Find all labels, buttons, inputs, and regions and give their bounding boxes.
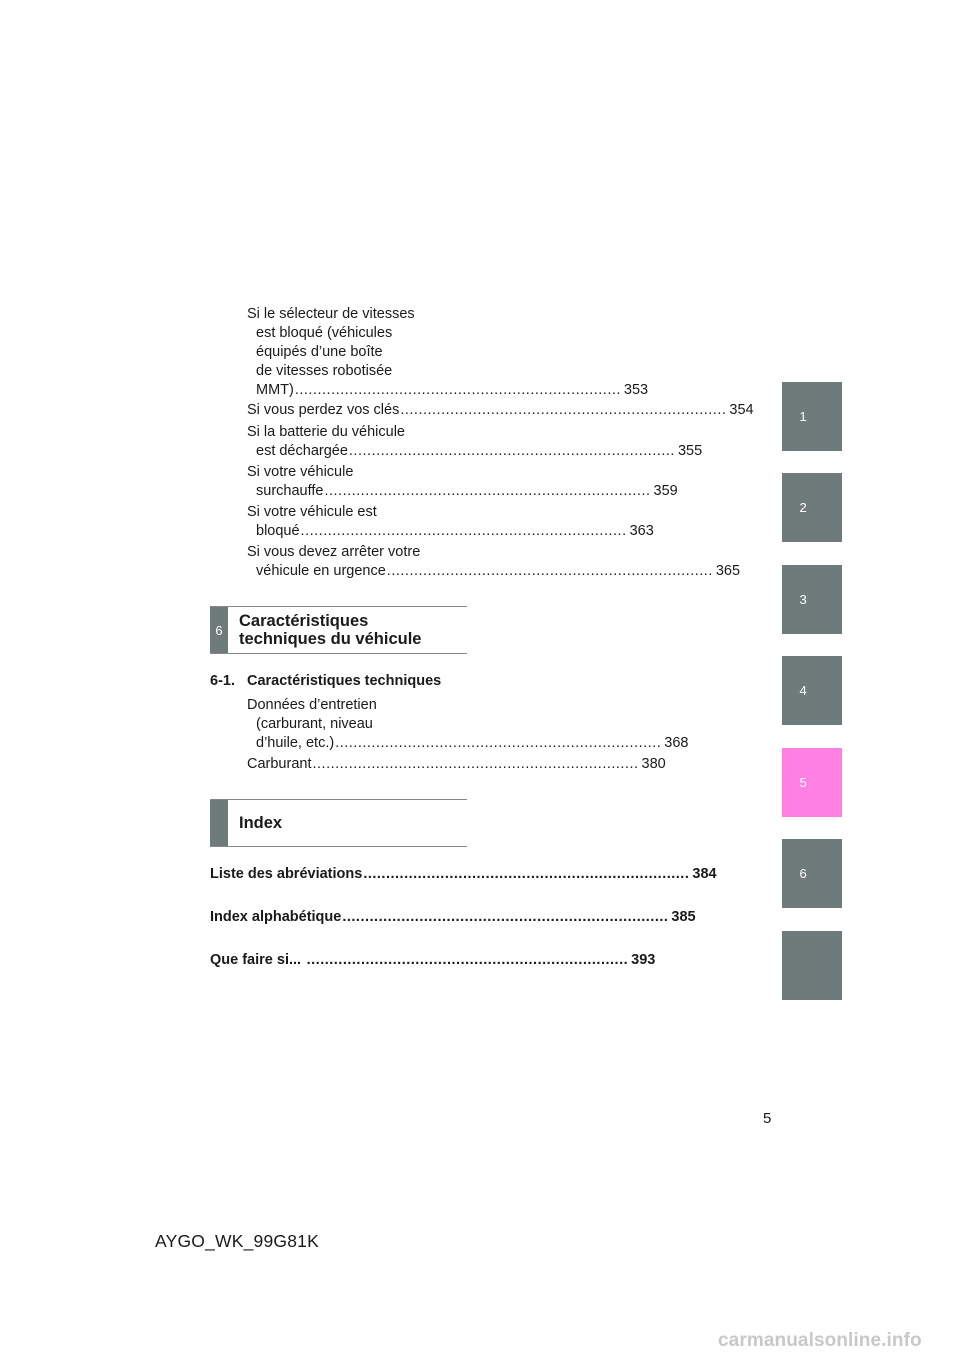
toc-entry	[247, 503, 654, 541]
section-title-line: Caractéristiques	[239, 612, 369, 630]
index-entry	[210, 866, 717, 882]
toc-entry-last-line	[247, 734, 689, 753]
toc-entry-last-line	[247, 381, 649, 400]
index-page-number: 393	[631, 952, 656, 968]
toc-entry-text: véhicule en urgence	[256, 563, 386, 579]
toc-entry-line: Si votre véhicule est	[247, 504, 377, 520]
chapter-tab-6[interactable]: 6	[782, 839, 842, 908]
toc-entry-text: d’huile, etc.)	[256, 735, 335, 751]
chapter-tab-1[interactable]: 1	[782, 382, 842, 451]
toc-page-number: 354	[729, 402, 754, 418]
toc-entry-text: bloqué	[256, 523, 300, 539]
toc-page-number: 353	[623, 382, 649, 398]
toc-entry-line: est bloqué (véhicules	[256, 325, 393, 341]
toc-entry-text: Si vous perdez vos clés	[247, 402, 400, 418]
chapter-tab-4[interactable]: 4	[782, 656, 842, 725]
document-code: AYGO_WK_99G81K	[155, 1231, 319, 1251]
dot-leader: ........................................................................	[348, 443, 675, 459]
chapter-tab-5[interactable]: 5	[782, 748, 842, 817]
toc-entry-text: surchauffe	[256, 483, 324, 499]
index-title: Index	[239, 814, 283, 832]
toc-entry-line: Si vous devez arrêter votre	[247, 544, 421, 560]
subsection-number: 6-1.	[210, 673, 235, 689]
section-header-6	[210, 606, 467, 654]
dot-leader: ........................................................................	[300, 523, 627, 539]
toc-entry	[247, 463, 678, 501]
toc-entry	[247, 696, 689, 753]
dot-leader: ........................................................................	[312, 756, 639, 772]
index-entry-text: Que faire si...	[210, 952, 302, 968]
dot-leader: ........................................................................	[335, 735, 662, 751]
toc-entry-text: Carburant	[247, 756, 312, 772]
toc-entry-last-line	[247, 482, 678, 501]
dot-leader: ........................................................................	[363, 866, 690, 882]
toc-entry-line: équipés d’une boîte	[256, 344, 383, 360]
toc-entry-last-line	[247, 401, 754, 420]
toc-page-number: 363	[629, 523, 654, 539]
section-title-line: techniques du véhicule	[239, 630, 422, 648]
dot-leader: ........................................................................	[386, 563, 713, 579]
toc-entry-line: Si votre véhicule	[247, 464, 354, 480]
page-number: 5	[763, 1110, 772, 1127]
chapter-tab-2[interactable]: 2	[782, 473, 842, 542]
toc-entry	[247, 543, 741, 581]
dot-leader: ........................................................................	[342, 909, 669, 925]
toc-entry	[247, 755, 666, 774]
index-entry-text: Liste des abréviations	[210, 866, 363, 882]
toc-entry-line: Si le sélecteur de vitesses	[247, 306, 415, 322]
index-entry-text: Index alphabétique	[210, 909, 342, 925]
index-entry	[210, 909, 696, 925]
toc-entry-text: MMT)	[256, 382, 294, 398]
toc-page-number: 359	[653, 483, 678, 499]
watermark: carmanualsonline.info	[718, 1330, 922, 1351]
toc-entry-last-line	[247, 562, 741, 581]
index-entry	[210, 952, 656, 968]
toc-entry-last-line	[247, 755, 666, 774]
toc-entry	[247, 423, 703, 461]
dot-leader: .......................................................................	[302, 952, 629, 968]
toc-entry-text: est déchargée	[256, 443, 348, 459]
toc-entry-line: (carburant, niveau	[256, 716, 373, 732]
chapter-tab-index[interactable]	[782, 931, 842, 1000]
toc-entry	[247, 305, 649, 400]
section-tab-number: 6	[210, 607, 228, 653]
toc-entry-line: de vitesses robotisée	[256, 363, 393, 379]
index-page-number: 385	[671, 909, 696, 925]
index-page-number: 384	[692, 866, 717, 882]
toc-page-number: 365	[715, 563, 741, 579]
subsection-heading	[210, 673, 441, 689]
dot-leader: ........................................................................	[294, 382, 621, 398]
toc-entry-line: Si la batterie du véhicule	[247, 424, 405, 440]
index-tab	[210, 800, 228, 846]
toc-entry	[247, 401, 754, 420]
toc-page-number: 355	[677, 443, 703, 459]
toc-page-number: 368	[664, 735, 689, 751]
chapter-tab-3[interactable]: 3	[782, 565, 842, 634]
toc-page-number: 380	[641, 756, 666, 772]
toc-entry-last-line	[247, 442, 703, 461]
toc-entry-last-line	[247, 522, 654, 541]
index-header	[210, 799, 467, 847]
dot-leader: ........................................................................	[324, 483, 651, 499]
toc-entry-line: Données d’entretien	[247, 697, 377, 713]
dot-leader: ........................................................................	[400, 402, 727, 418]
section-title	[239, 612, 421, 648]
subsection-title: Caractéristiques techniques	[247, 673, 442, 689]
